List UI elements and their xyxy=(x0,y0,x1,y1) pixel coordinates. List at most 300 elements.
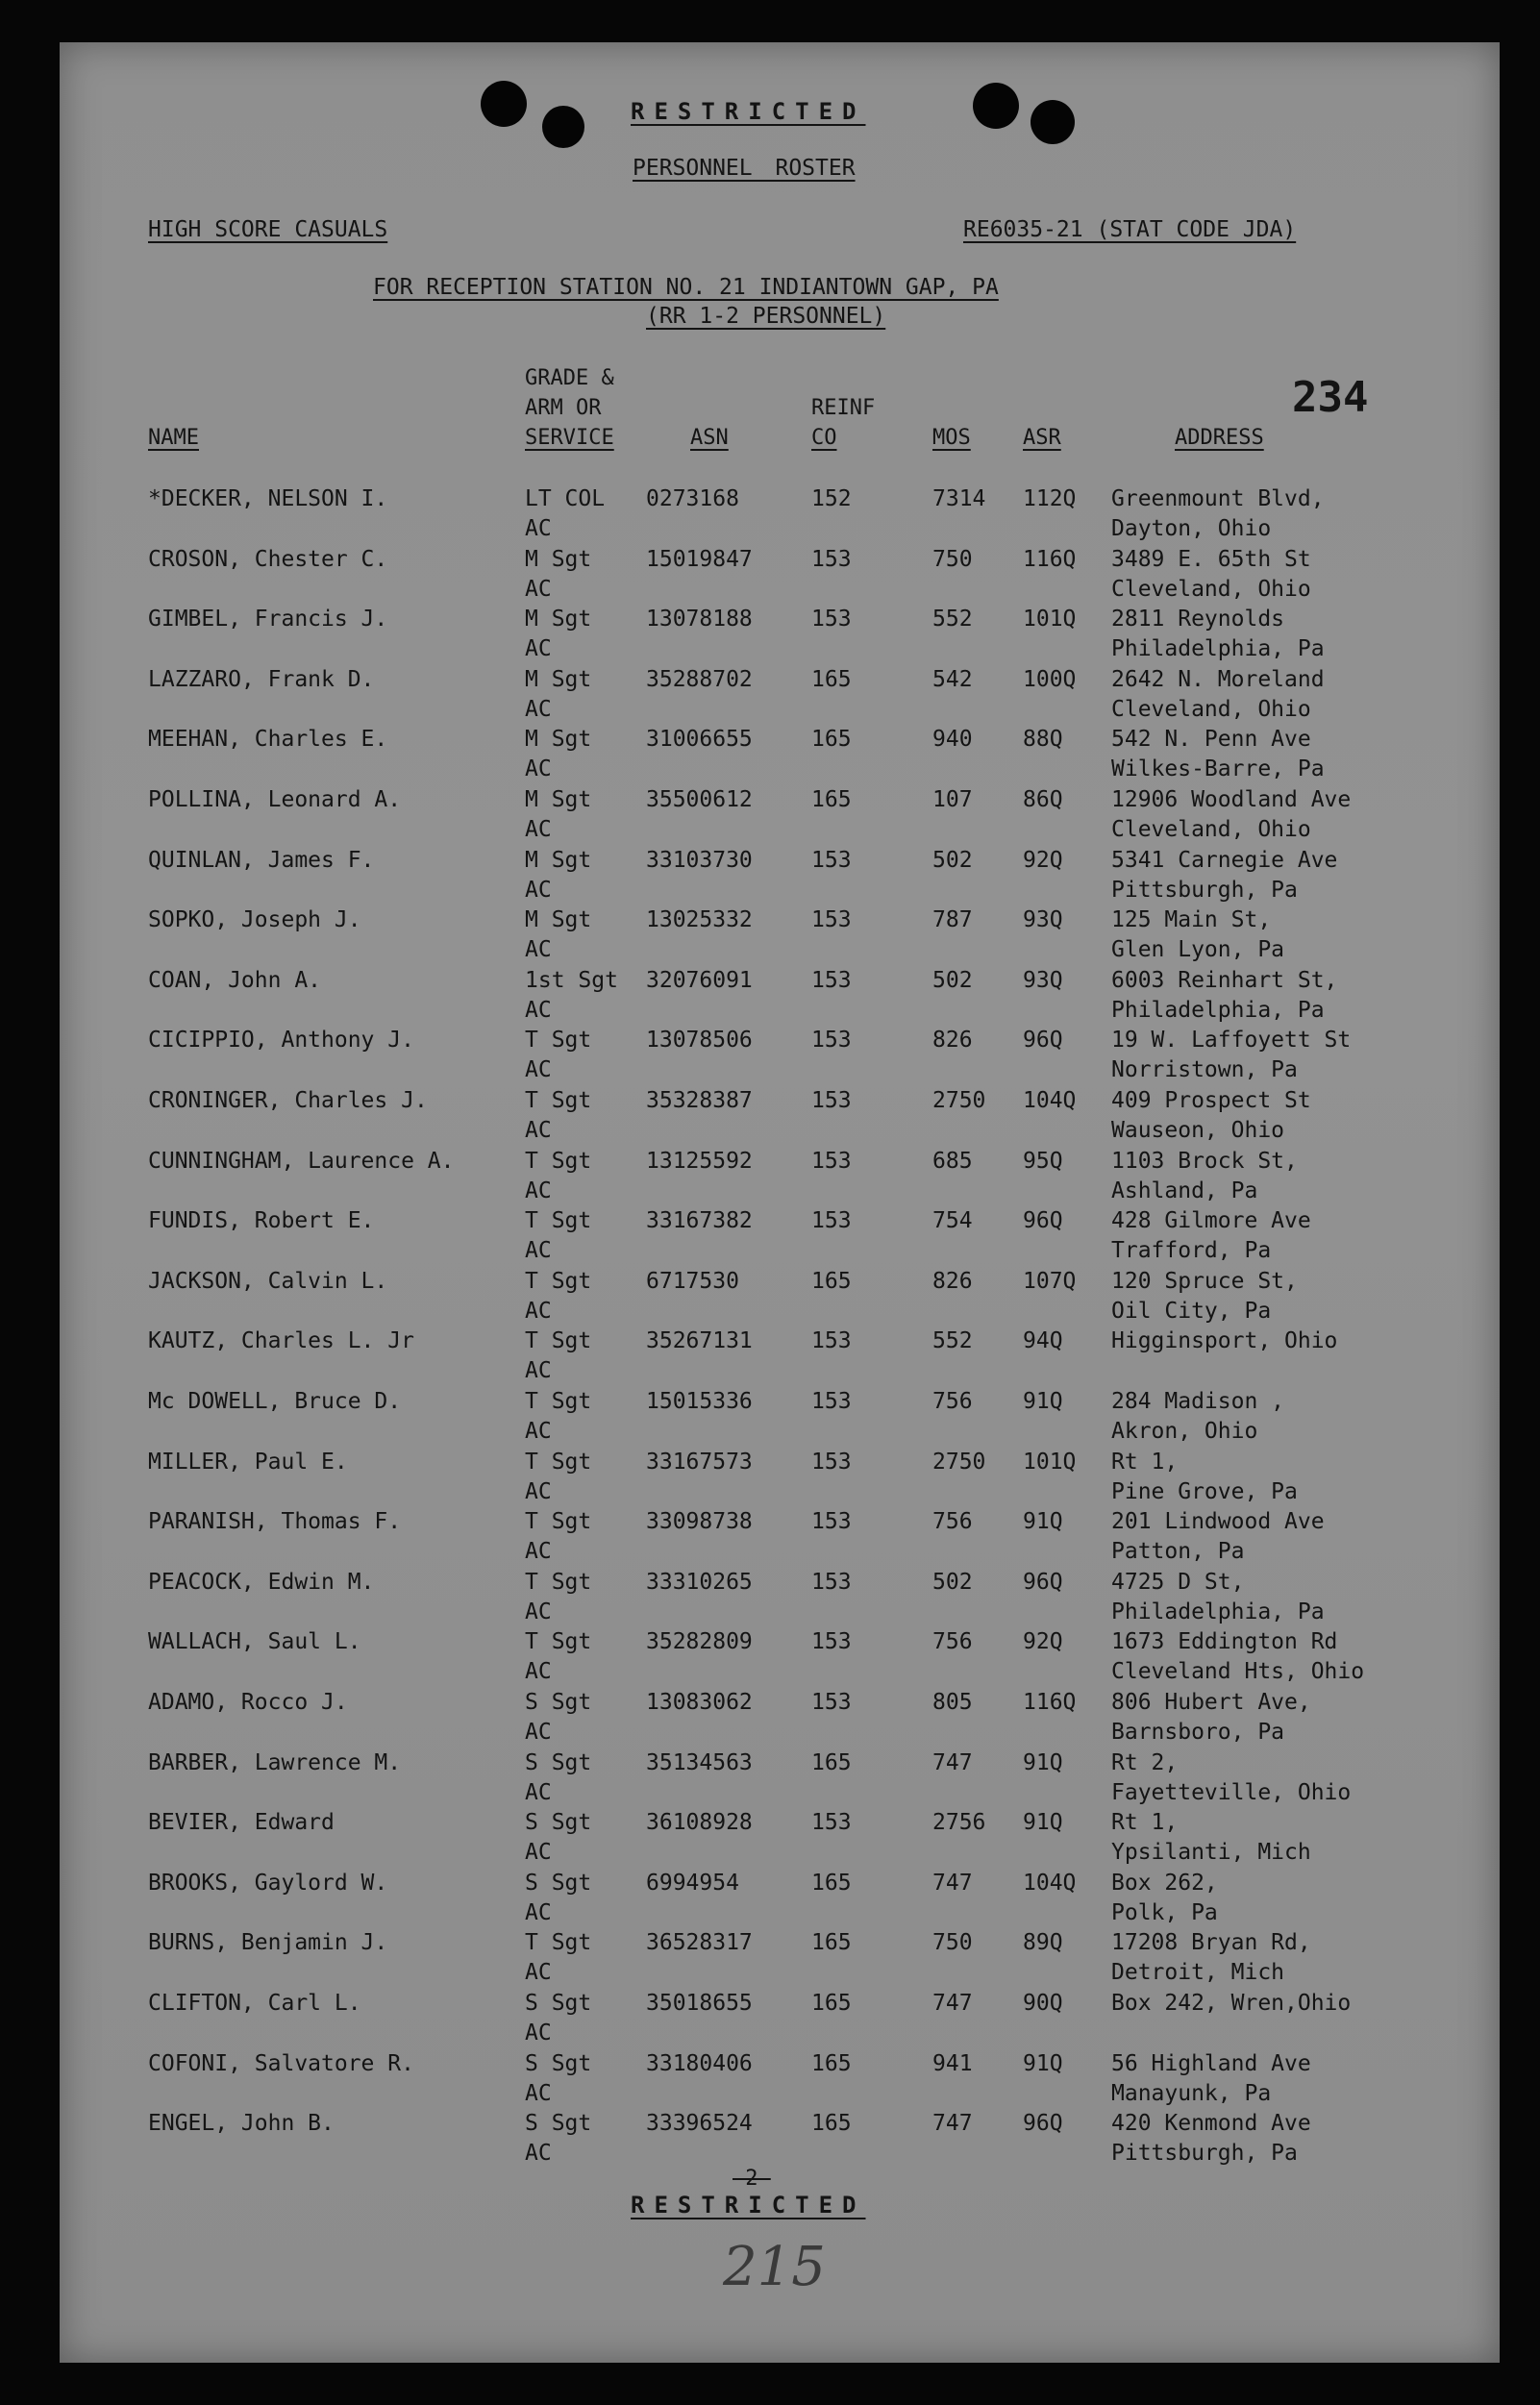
person-name: KAUTZ, Charles L. Jr xyxy=(148,1328,414,1354)
asn: 35500612 xyxy=(646,787,753,812)
person-name: COFONI, Salvatore R. xyxy=(148,2050,414,2076)
col-grade-line3: SERVICE xyxy=(525,426,614,450)
reinf-co: 153 xyxy=(811,1328,852,1354)
asn: 13078506 xyxy=(646,1028,753,1054)
reinf-co: 165 xyxy=(811,787,852,812)
asr: 116Q xyxy=(1023,546,1077,572)
table-row xyxy=(60,1991,1500,2050)
mos: 805 xyxy=(932,1690,973,1715)
grade: M Sgt xyxy=(525,847,592,873)
arm-service: AC xyxy=(525,636,552,662)
asr: 101Q xyxy=(1023,607,1077,632)
punch-hole xyxy=(1031,100,1075,144)
asn: 35267131 xyxy=(646,1328,753,1354)
mos: 747 xyxy=(932,1991,973,2016)
address-line1: 201 Lindwood Ave xyxy=(1111,1509,1325,1535)
grade: S Sgt xyxy=(525,1870,592,1896)
address-line1: 12906 Woodland Ave xyxy=(1111,787,1352,812)
arm-service: AC xyxy=(525,997,552,1023)
asr: 91Q xyxy=(1023,2050,1063,2076)
asr: 96Q xyxy=(1023,1208,1063,1234)
col-asn: ASN xyxy=(690,426,729,450)
asn: 33167382 xyxy=(646,1208,753,1234)
asn: 13083062 xyxy=(646,1690,753,1715)
grade: M Sgt xyxy=(525,907,592,933)
reinf-co: 165 xyxy=(811,727,852,753)
asr: 96Q xyxy=(1023,1028,1063,1054)
person-name: Mc DOWELL, Bruce D. xyxy=(148,1389,402,1414)
address-line1: Box 262, xyxy=(1111,1870,1218,1896)
asr: 91Q xyxy=(1023,1749,1063,1775)
asr: 91Q xyxy=(1023,1509,1063,1535)
person-name: BURNS, Benjamin J. xyxy=(148,1930,388,1956)
asn: 35018655 xyxy=(646,1991,753,2016)
person-name: CROSON, Chester C. xyxy=(148,546,388,572)
col-grade-line2: ARM OR xyxy=(525,396,602,420)
reinf-co: 165 xyxy=(811,666,852,692)
table-row xyxy=(60,1871,1500,1930)
asn: 13125592 xyxy=(646,1148,753,1174)
asn: 33098738 xyxy=(646,1509,753,1535)
address-line2: Cleveland, Ohio xyxy=(1111,817,1311,842)
personnel-type: (RR 1-2 PERSONNEL) xyxy=(646,304,886,329)
reinf-co: 165 xyxy=(811,1930,852,1956)
asr: 94Q xyxy=(1023,1328,1063,1354)
col-mos: MOS xyxy=(932,426,971,450)
arm-service: AC xyxy=(525,817,552,842)
asr: 96Q xyxy=(1023,2111,1063,2137)
arm-service: AC xyxy=(525,1298,552,1324)
col-name: NAME xyxy=(148,426,199,450)
arm-service: AC xyxy=(525,1659,552,1685)
address-line1: 2642 N. Moreland xyxy=(1111,666,1325,692)
mos: 107 xyxy=(932,787,973,812)
asn: 33396524 xyxy=(646,2111,753,2137)
person-name: CICIPPIO, Anthony J. xyxy=(148,1028,414,1054)
asr: 104Q xyxy=(1023,1870,1077,1896)
address-line2: Ashland, Pa xyxy=(1111,1178,1258,1203)
mos: 502 xyxy=(932,967,973,993)
arm-service: AC xyxy=(525,576,552,602)
mos: 552 xyxy=(932,1328,973,1354)
asn: 35328387 xyxy=(646,1088,753,1113)
mos: 754 xyxy=(932,1208,973,1234)
address-line1: 806 Hubert Ave, xyxy=(1111,1690,1311,1715)
address-line2: Trafford, Pa xyxy=(1111,1238,1272,1264)
arm-service: AC xyxy=(525,2021,552,2045)
reinf-co: 153 xyxy=(811,967,852,993)
arm-service: AC xyxy=(525,1358,552,1384)
grade: T Sgt xyxy=(525,1509,592,1535)
table-row xyxy=(60,1690,1500,1749)
arm-service: AC xyxy=(525,1238,552,1264)
asn: 15015336 xyxy=(646,1389,753,1414)
address-line1: 420 Kenmond Ave xyxy=(1111,2111,1311,2137)
person-name: PEACOCK, Edwin M. xyxy=(148,1569,375,1595)
table-row xyxy=(60,1328,1500,1388)
address-line1: Rt 1, xyxy=(1111,1449,1179,1475)
address-line1: Greenmount Blvd, xyxy=(1111,486,1325,511)
asr: 90Q xyxy=(1023,1991,1063,2016)
grade: T Sgt xyxy=(525,1629,592,1655)
arm-service: AC xyxy=(525,937,552,963)
address-line2: Patton, Pa xyxy=(1111,1539,1245,1565)
arm-service: AC xyxy=(525,1178,552,1203)
asr: 104Q xyxy=(1023,1088,1077,1113)
address-line1: Rt 2, xyxy=(1111,1749,1179,1775)
table-row xyxy=(60,667,1500,727)
mos: 756 xyxy=(932,1509,973,1535)
arm-service: AC xyxy=(525,877,552,903)
asr: 93Q xyxy=(1023,907,1063,933)
asn: 35282809 xyxy=(646,1629,753,1655)
stat-code: RE6035-21 (STAT CODE JDA) xyxy=(963,217,1297,242)
address-line1: 17208 Bryan Rd, xyxy=(1111,1930,1311,1956)
arm-service: AC xyxy=(525,516,552,541)
mos: 2756 xyxy=(932,1810,986,1836)
person-name: QUINLAN, James F. xyxy=(148,847,375,873)
person-name: CLIFTON, Carl L. xyxy=(148,1991,361,2016)
asr: 92Q xyxy=(1023,1629,1063,1655)
address-line2: Cleveland Hts, Ohio xyxy=(1111,1659,1365,1685)
address-line1: Box 242, Wren,Ohio xyxy=(1111,1991,1352,2016)
group-name: HIGH SCORE CASUALS xyxy=(148,217,388,242)
grade: T Sgt xyxy=(525,1449,592,1475)
person-name: CUNNINGHAM, Laurence A. xyxy=(148,1148,455,1174)
reinf-co: 153 xyxy=(811,847,852,873)
address-line1: 4725 D St, xyxy=(1111,1569,1245,1595)
arm-service: AC xyxy=(525,1599,552,1624)
col-grade-line1: GRADE & xyxy=(525,366,614,390)
person-name: MILLER, Paul E. xyxy=(148,1449,348,1475)
arm-service: AC xyxy=(525,1478,552,1504)
person-name: JACKSON, Calvin L. xyxy=(148,1268,388,1294)
mos: 2750 xyxy=(932,1088,986,1113)
address-line2: Barnsboro, Pa xyxy=(1111,1720,1285,1745)
asr: 88Q xyxy=(1023,727,1063,753)
address-line2: Detroit, Mich xyxy=(1111,1960,1285,1986)
roster-number: 234 xyxy=(1292,373,1369,422)
asr: 96Q xyxy=(1023,1569,1063,1595)
arm-service: AC xyxy=(525,1899,552,1925)
mos: 747 xyxy=(932,1749,973,1775)
address-line1: 428 Gilmore Ave xyxy=(1111,1208,1311,1234)
table-row xyxy=(60,1930,1500,1990)
asn: 33167573 xyxy=(646,1449,753,1475)
asn: 33180406 xyxy=(646,2050,753,2076)
arm-service: AC xyxy=(525,2141,552,2167)
person-name: BARBER, Lawrence M. xyxy=(148,1749,402,1775)
grade: S Sgt xyxy=(525,1991,592,2016)
address-line1: 6003 Reinhart St, xyxy=(1111,967,1338,993)
asn: 36528317 xyxy=(646,1930,753,1956)
grade: M Sgt xyxy=(525,787,592,812)
address-line2: Cleveland, Ohio xyxy=(1111,576,1311,602)
table-row xyxy=(60,547,1500,607)
table-row xyxy=(60,727,1500,786)
reinf-co: 165 xyxy=(811,2111,852,2137)
reinf-co: 153 xyxy=(811,1629,852,1655)
address-line2: Wauseon, Ohio xyxy=(1111,1118,1285,1143)
address-line2: Fayetteville, Ohio xyxy=(1111,1779,1352,1805)
table-row xyxy=(60,787,1500,847)
arm-service: AC xyxy=(525,1539,552,1565)
table-row xyxy=(60,1028,1500,1087)
address-line1: 125 Main St, xyxy=(1111,907,1272,933)
address-line2: Cleveland, Ohio xyxy=(1111,696,1311,722)
punch-hole xyxy=(542,106,584,148)
destination: FOR RECEPTION STATION NO. 21 INDIANTOWN GAP, PA xyxy=(373,275,999,300)
asr: 89Q xyxy=(1023,1930,1063,1956)
grade: T Sgt xyxy=(525,1148,592,1174)
mos: 552 xyxy=(932,607,973,632)
address-line2: Dayton, Ohio xyxy=(1111,516,1272,541)
mos: 502 xyxy=(932,847,973,873)
person-name: FUNDIS, Robert E. xyxy=(148,1208,375,1234)
asr: 86Q xyxy=(1023,787,1063,812)
document-page xyxy=(60,42,1500,2363)
mos: 750 xyxy=(932,1930,973,1956)
address-line2: Ypsilanti, Mich xyxy=(1111,1840,1311,1866)
arm-service: AC xyxy=(525,1779,552,1805)
grade: S Sgt xyxy=(525,2111,592,2137)
address-line2: Philadelphia, Pa xyxy=(1111,636,1325,662)
asn: 6994954 xyxy=(646,1870,739,1896)
reinf-co: 165 xyxy=(811,1991,852,2016)
asn: 32076091 xyxy=(646,967,753,993)
table-row xyxy=(60,1088,1500,1148)
asn: 13025332 xyxy=(646,907,753,933)
person-name: WALLACH, Saul L. xyxy=(148,1629,361,1655)
address-line1: 1673 Eddington Rd xyxy=(1111,1629,1338,1655)
mos: 542 xyxy=(932,666,973,692)
arm-service: AC xyxy=(525,2080,552,2106)
grade: T Sgt xyxy=(525,1208,592,1234)
grade: 1st Sgt xyxy=(525,967,618,993)
reinf-co: 165 xyxy=(811,1749,852,1775)
asn: 13078188 xyxy=(646,607,753,632)
arm-service: AC xyxy=(525,1419,552,1444)
grade: S Sgt xyxy=(525,2050,592,2076)
arm-service: AC xyxy=(525,1720,552,1745)
grade: T Sgt xyxy=(525,1028,592,1054)
grade: M Sgt xyxy=(525,546,592,572)
classification-header: RESTRICTED xyxy=(631,98,866,125)
address-line1: 542 N. Penn Ave xyxy=(1111,727,1311,753)
address-line1: 5341 Carnegie Ave xyxy=(1111,847,1338,873)
reinf-co: 165 xyxy=(811,1268,852,1294)
reinf-co: 153 xyxy=(811,1148,852,1174)
page-number: -2- xyxy=(733,2167,771,2191)
address-line2: Philadelphia, Pa xyxy=(1111,1599,1325,1624)
asn: 35288702 xyxy=(646,666,753,692)
asr: 107Q xyxy=(1023,1268,1077,1294)
table-row xyxy=(60,1570,1500,1629)
person-name: ADAMO, Rocco J. xyxy=(148,1690,348,1715)
table-row xyxy=(60,1269,1500,1328)
address-line1: Higginsport, Ohio xyxy=(1111,1328,1338,1354)
person-name: COAN, John A. xyxy=(148,967,322,993)
arm-service: AC xyxy=(525,1960,552,1986)
table-row xyxy=(60,1389,1500,1449)
grade: S Sgt xyxy=(525,1749,592,1775)
asn: 33103730 xyxy=(646,847,753,873)
address-line1: 1103 Brock St, xyxy=(1111,1148,1298,1174)
address-line2: Philadelphia, Pa xyxy=(1111,997,1325,1023)
person-name: MEEHAN, Charles E. xyxy=(148,727,388,753)
mos: 747 xyxy=(932,1870,973,1896)
punch-hole xyxy=(481,81,527,127)
reinf-co: 165 xyxy=(811,1870,852,1896)
grade: T Sgt xyxy=(525,1389,592,1414)
grade: S Sgt xyxy=(525,1810,592,1836)
mos: 756 xyxy=(932,1629,973,1655)
address-line2: Oil City, Pa xyxy=(1111,1298,1272,1324)
asn: 33310265 xyxy=(646,1569,753,1595)
classification-footer: RESTRICTED xyxy=(631,2192,866,2219)
mos: 685 xyxy=(932,1148,973,1174)
grade: S Sgt xyxy=(525,1690,592,1715)
person-name: SOPKO, Joseph J. xyxy=(148,907,361,933)
table-row xyxy=(60,1810,1500,1870)
table-row xyxy=(60,2111,1500,2170)
table-row xyxy=(60,1208,1500,1268)
reinf-co: 153 xyxy=(811,907,852,933)
mos: 750 xyxy=(932,546,973,572)
reinf-co: 153 xyxy=(811,607,852,632)
reinf-co: 152 xyxy=(811,486,852,511)
mos: 826 xyxy=(932,1028,973,1054)
address-line1: 19 W. Laffoyett St xyxy=(1111,1028,1352,1054)
grade: T Sgt xyxy=(525,1088,592,1113)
table-row xyxy=(60,1450,1500,1509)
table-row xyxy=(60,848,1500,907)
asr: 92Q xyxy=(1023,847,1063,873)
reinf-co: 153 xyxy=(811,1088,852,1113)
reinf-co: 165 xyxy=(811,2050,852,2076)
person-name: LAZZARO, Frank D. xyxy=(148,666,375,692)
address-line1: 56 Highland Ave xyxy=(1111,2050,1311,2076)
asn: 6717530 xyxy=(646,1268,739,1294)
address-line2: Pittsburgh, Pa xyxy=(1111,877,1298,903)
asr: 91Q xyxy=(1023,1810,1063,1836)
grade: T Sgt xyxy=(525,1569,592,1595)
mos: 502 xyxy=(932,1569,973,1595)
address-line2: Norristown, Pa xyxy=(1111,1057,1298,1083)
person-name: BEVIER, Edward xyxy=(148,1810,335,1836)
address-line1: 3489 E. 65th St xyxy=(1111,546,1311,572)
person-name: ENGEL, John B. xyxy=(148,2111,335,2137)
address-line2: Wilkes-Barre, Pa xyxy=(1111,756,1325,782)
table-row xyxy=(60,607,1500,666)
mos: 7314 xyxy=(932,486,986,511)
address-line1: Rt 1, xyxy=(1111,1810,1179,1836)
address-line2: Polk, Pa xyxy=(1111,1899,1218,1925)
asr: 100Q xyxy=(1023,666,1077,692)
address-line1: 409 Prospect St xyxy=(1111,1088,1311,1113)
asr: 116Q xyxy=(1023,1690,1077,1715)
table-row xyxy=(60,1629,1500,1689)
asr: 95Q xyxy=(1023,1148,1063,1174)
address-line2: Glen Lyon, Pa xyxy=(1111,937,1285,963)
mos: 787 xyxy=(932,907,973,933)
person-name: PARANISH, Thomas F. xyxy=(148,1509,402,1535)
handwritten-page-number: 215 xyxy=(723,2236,826,2298)
address-line2: Pittsburgh, Pa xyxy=(1111,2141,1298,2167)
mos: 941 xyxy=(932,2050,973,2076)
grade: T Sgt xyxy=(525,1930,592,1956)
asr: 91Q xyxy=(1023,1389,1063,1414)
asn: 0273168 xyxy=(646,486,739,511)
arm-service: AC xyxy=(525,696,552,722)
asr: 112Q xyxy=(1023,486,1077,511)
col-reinf-line2: CO xyxy=(811,426,837,450)
roster-title: PERSONNEL ROSTER xyxy=(633,156,856,181)
person-name: POLLINA, Leonard A. xyxy=(148,787,402,812)
table-row xyxy=(60,1509,1500,1569)
grade: M Sgt xyxy=(525,607,592,632)
person-name: GIMBEL, Francis J. xyxy=(148,607,388,632)
arm-service: AC xyxy=(525,1057,552,1083)
address-line2: Pine Grove, Pa xyxy=(1111,1478,1298,1504)
table-row xyxy=(60,2051,1500,2111)
table-row xyxy=(60,1149,1500,1208)
reinf-co: 153 xyxy=(811,1690,852,1715)
table-row xyxy=(60,968,1500,1028)
reinf-co: 153 xyxy=(811,1389,852,1414)
table-row xyxy=(60,907,1500,967)
asn: 35134563 xyxy=(646,1749,753,1775)
asn: 15019847 xyxy=(646,546,753,572)
col-asr: ASR xyxy=(1023,426,1061,450)
grade: T Sgt xyxy=(525,1328,592,1354)
asn: 36108928 xyxy=(646,1810,753,1836)
person-name: BROOKS, Gaylord W. xyxy=(148,1870,388,1896)
punch-hole xyxy=(973,83,1019,129)
mos: 2750 xyxy=(932,1449,986,1475)
reinf-co: 153 xyxy=(811,546,852,572)
grade: T Sgt xyxy=(525,1268,592,1294)
address-line2: Manayunk, Pa xyxy=(1111,2080,1272,2106)
grade: M Sgt xyxy=(525,727,592,753)
reinf-co: 153 xyxy=(811,1810,852,1836)
address-line1: 2811 Reynolds xyxy=(1111,607,1285,632)
reinf-co: 153 xyxy=(811,1509,852,1535)
arm-service: AC xyxy=(525,1840,552,1866)
asn: 31006655 xyxy=(646,727,753,753)
arm-service: AC xyxy=(525,1118,552,1143)
person-name: *DECKER, NELSON I. xyxy=(148,486,388,511)
asr: 93Q xyxy=(1023,967,1063,993)
mos: 826 xyxy=(932,1268,973,1294)
person-name: CRONINGER, Charles J. xyxy=(148,1088,428,1113)
asr: 101Q xyxy=(1023,1449,1077,1475)
table-row xyxy=(60,486,1500,546)
grade: LT COL xyxy=(525,486,606,511)
mos: 940 xyxy=(932,727,973,753)
address-line2: Akron, Ohio xyxy=(1111,1419,1258,1444)
reinf-co: 153 xyxy=(811,1208,852,1234)
grade: M Sgt xyxy=(525,666,592,692)
table-row xyxy=(60,1750,1500,1810)
reinf-co: 153 xyxy=(811,1449,852,1475)
arm-service: AC xyxy=(525,756,552,782)
mos: 756 xyxy=(932,1389,973,1414)
address-line1: 120 Spruce St, xyxy=(1111,1268,1298,1294)
mos: 747 xyxy=(932,2111,973,2137)
col-address: ADDRESS xyxy=(1175,426,1264,450)
reinf-co: 153 xyxy=(811,1569,852,1595)
